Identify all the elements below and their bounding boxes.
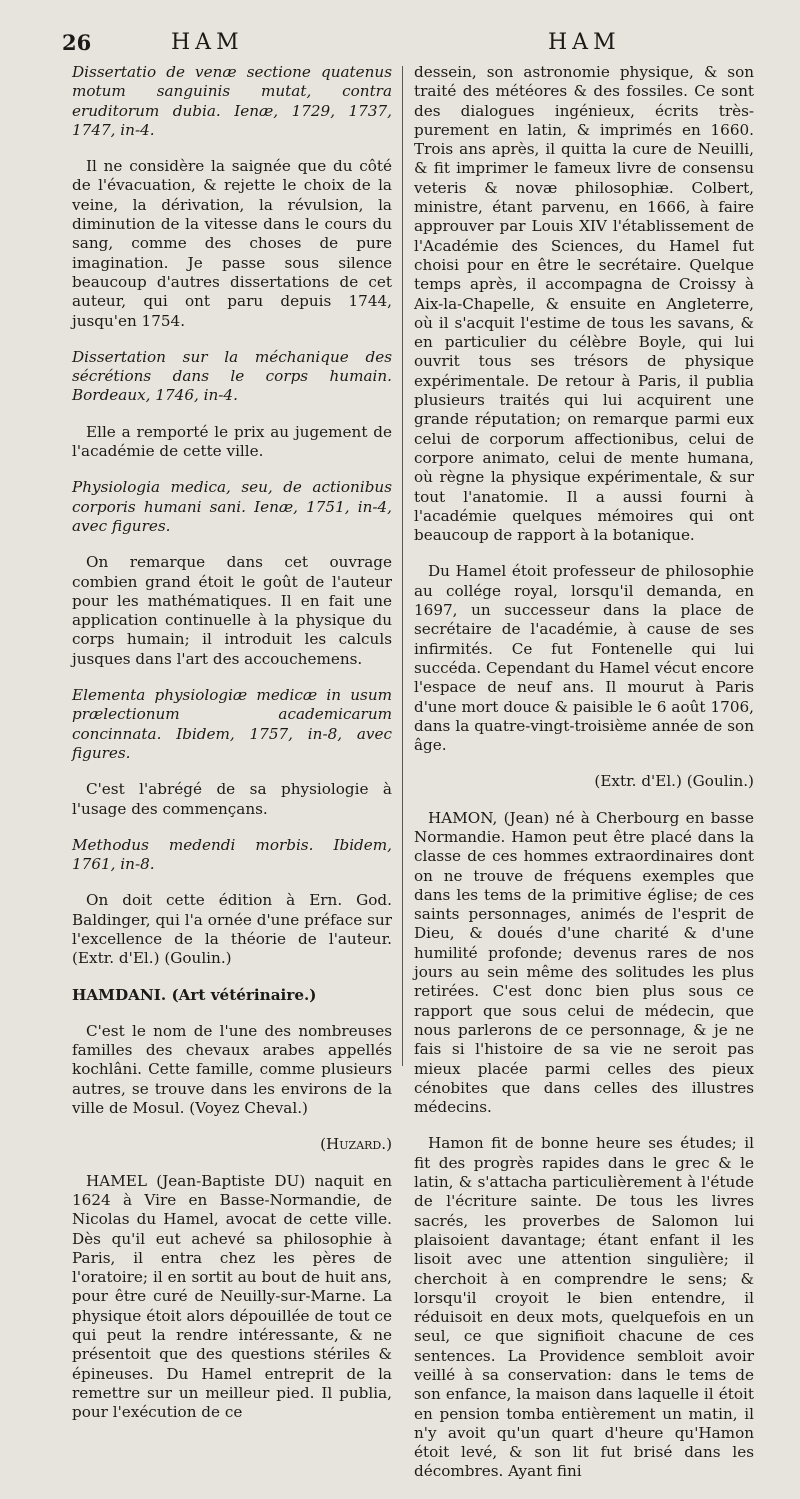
right-column (414, 63, 754, 1499)
entry-hamon: HAMON, (Jean) né à Cherbourg en basse Normandie. Hamon peut être placé dans la classe de ces hommes extraordinaires dont on ne trouve de fréquens exemples que dans les tems de la primitive église; de ces saints personnages, animés de l'esprit de Dieu, & doués d'une charité & d'une humilité profonde; devenus rares de nos jours au sein même des solitudes les plus retirées. C'est donc bien plus sous ce rapport que sous celui de médecin, que nous parlerons de ce personnage, & je ne fais si l'histoire de sa vie ne seroit pas mieux placée parmi celles des pieux cénobites que dans celles des illustres médecins. (414, 808, 754, 1117)
column-divider (402, 66, 403, 1066)
paragraph: Du Hamel étoit professeur de philosophie au collége royal, lorsqu'il demanda, en 1697, un successeur dans la place de secrétaire de l'académie, à cause de ses infirmités. Ce fut Fontenelle qui lui succéda. Cependant du Hamel vécut encore l'espace de neuf ans. Il mourut à Paris d'une mort douce & paisible le 6 août 1706, dans la quatre-vingt-troisième année de son âge. (414, 562, 754, 755)
bibliography-entry: Dissertation sur la méchanique des sécrétions dans le corps humain. Bordeaux, 1746, in-4. (72, 347, 392, 405)
paragraph: C'est le nom de l'une des nombreuses familles des chevaux arabes appellés kochlâni. Cette famille, comme plusieurs autres, se trouve dans les environs de la ville de Mosul. (Voyez Cheval.) (72, 1021, 392, 1118)
paragraph: C'est l'abrégé de sa physiologie à l'usage des commençans. (72, 780, 392, 818)
paragraph: On doit cette édition à Ern. God. Baldinger, qui l'a ornée d'une préface sur l'excellence de la théorie de l'auteur. (Extr. d'El.) (Goulin.) (72, 891, 392, 968)
entry-hamel: HAMEL (Jean-Baptiste DU) naquit en 1624 à Vire en Basse-Normandie, de Nicolas du Hamel, avocat de cette ville. Dès qu'il eut achevé sa philosophie à Paris, il entra chez les pères de l'oratoire; il en sortit au bout de huit ans, pour être curé de Neuilly-sur-Marne. La physique étoit alors dépouillée de tout ce qui peut la rendre intéressante, & ne présentoit que des questions stériles & épineuses. Du Hamel entreprit de la remettre sur un meilleur pied. Il publia, pour l'exécution de ce (72, 1171, 392, 1422)
bibliography-entry: Physiologia medica, seu, de actionibus corporis humani sani. Ienæ, 1751, in-4, avec figures. (72, 478, 392, 535)
bibliography-entry: Dissertatio de venæ sectione quatenus motum sanguinis mutat, contra eruditorum dubia. Ienæ, 1729, 1737, 1747, in-4. (72, 63, 392, 139)
running-head-right: HAM (548, 30, 621, 55)
running-head-left: HAM (171, 30, 244, 55)
paragraph: dessein, son astronomie physique, & son traité des météores & des fossiles. Ce sont des dialogues ingénieux, écrits très-purement en latin, & imprimés en 1660. Trois ans après, il quitta la cure de Neuilli, & fit imprimer le fameux livre de consensu veteris & novæ philosophiæ. Colbert, ministre, étant parvenu, en 1666, à faire approuver par Louis XIV l'établissement de l'Académie des Sciences, du Hamel fut choisi pour en être le secrétaire. Quelque temps après, il accompagna de Croissy à Aix-la-Chapelle, & ensuite en Angleterre, où il s'acquit l'estime de tous les savans, & en particulier du célèbre Boyle, qui lui ouvrit tous ses trésors de physique expérimentale. De retour à Paris, il publia plusieurs traités qui lui acquirent une grande réputation; on remarque parmi eux celui de corporum affectionibus, celui de corpore animato, celui de mente humana, où règne la physique expérimentale, & sur tout l'anatomie. Il a aussi fourni à l'académie quelques mémoires qui ont beaucoup de rapport à la botanique. (414, 63, 754, 545)
author-signature: (Extr. d'El.) (Goulin.) (594, 772, 754, 791)
paragraph: Il ne considère la saignée que du côté de l'évacuation, & rejette le choix de la veine, la dérivation, la révulsion, la diminution de la vitesse dans le cours du sang, comme des choses de pure imagination. Je passe sous silence beaucoup d'autres dissertations de cet auteur, qui ont paru depuis 1744, jusqu'en 1754. (72, 157, 392, 330)
paragraph: On remarque dans cet ouvrage combien grand étoit le goût de l'auteur pour les mathématiques. Il en fait une application continuelle à la physique du corps humain; il introduit les calculs jusques dans l'art des accouchemens. (72, 553, 392, 668)
page-header (0, 30, 800, 60)
entry-heading-hamdani: HAMDANI. (Art vétérinaire.) (72, 985, 317, 1004)
left-column (72, 63, 392, 1440)
author-signature: (Huzard.) (320, 1135, 392, 1154)
bibliography-entry: Elementa physiologiæ medicæ in usum prælectionum academicarum concinnata. Ibidem, 1757, in-8, avec figures. (72, 686, 392, 762)
paragraph: Hamon fit de bonne heure ses études; il fit des progrès rapides dans le grec & le latin, & s'attacha particulièrement à l'étude de l'écriture sainte. De tous les livres sacrés, les proverbes de Salomon lui plaisoient davantage; étant enfant il les lisoit avec une attention singulière; il cherchoit à en comprendre le sens; & lorsqu'il croyoit le bien entendre, il réduisoit en deux mots, quelquefois en un seul, ce que signifioit chacune de ces sentences. La Providence sembloit avoir veillé à sa conservation: dans le tems de son enfance, la maison dans laquelle il étoit en pension tomba entièrement un matin, il n'y avoit qu'un quart d'heure qu'Hamon étoit levé, & son lit fut brisé dans les décombres. Ayant fini (414, 1134, 754, 1481)
bibliography-entry: Methodus medendi morbis. Ibidem, 1761, in-8. (72, 835, 392, 874)
page-number: 26 (62, 30, 92, 55)
paragraph: Elle a remporté le prix au jugement de l'académie de cette ville. (72, 422, 392, 461)
